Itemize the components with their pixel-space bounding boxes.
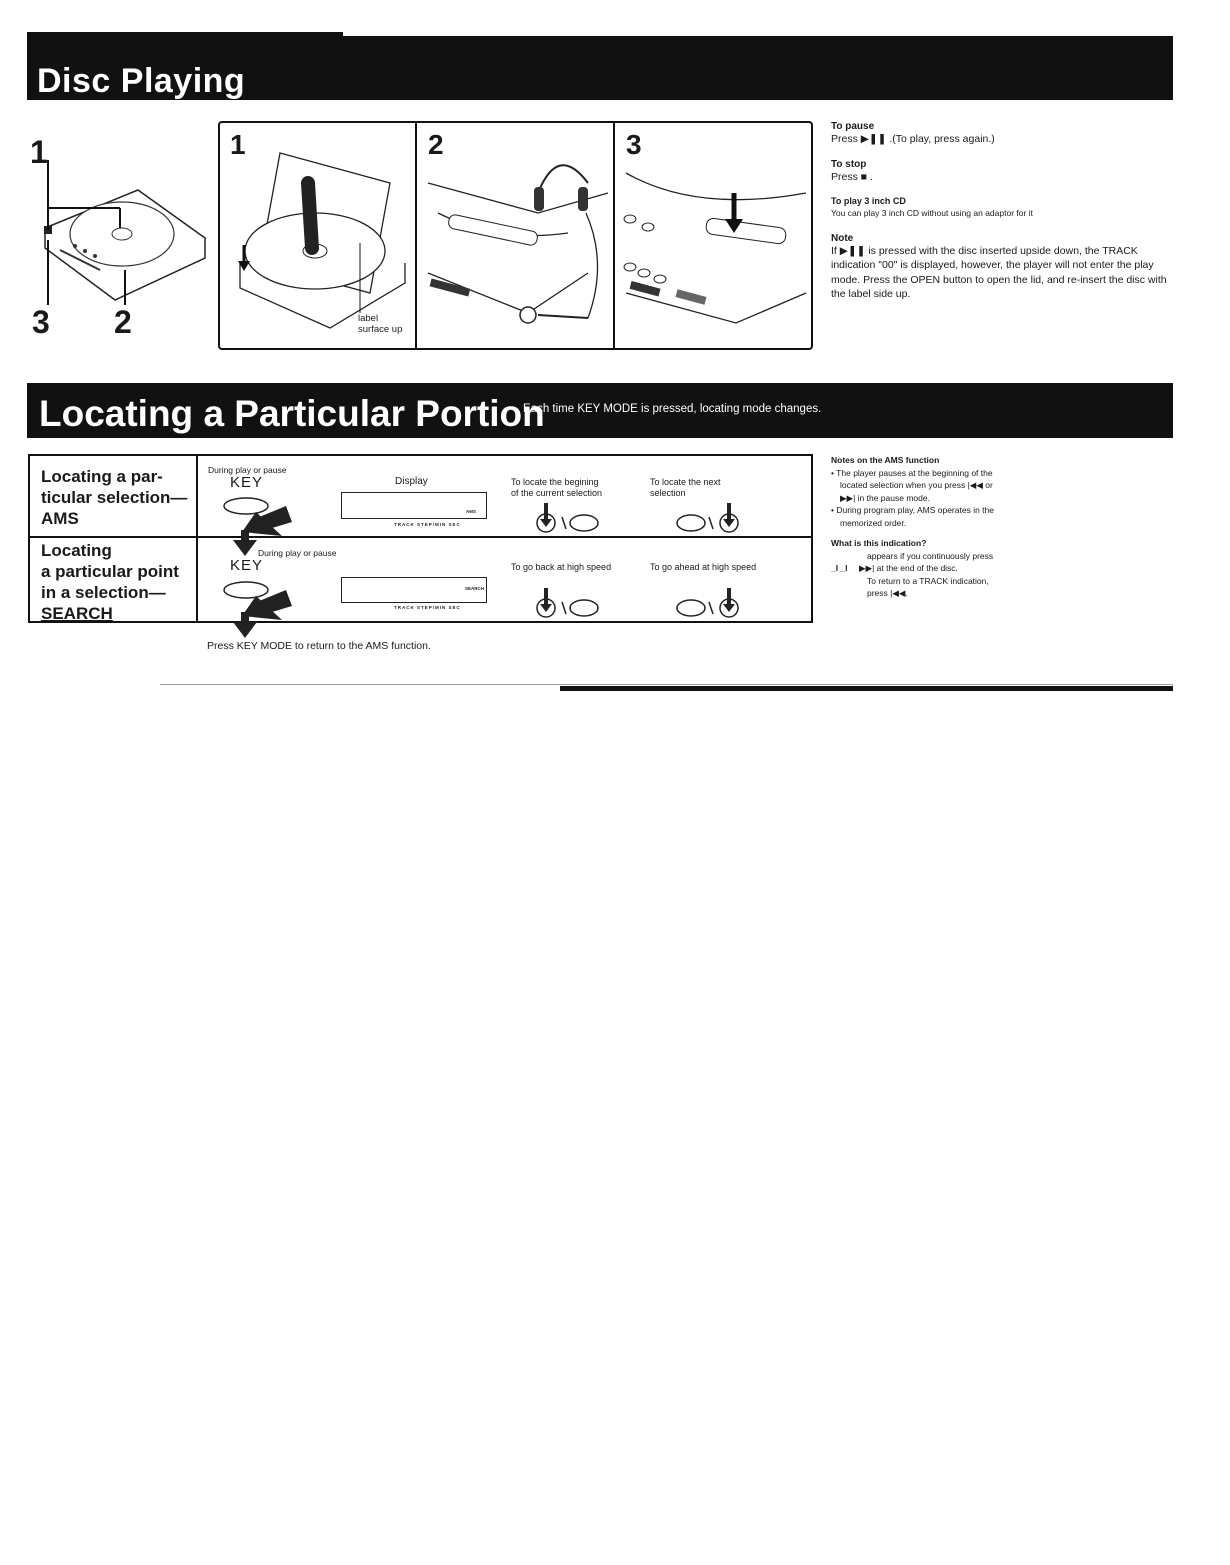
prev-button-press-icon xyxy=(534,501,604,536)
ams-prev-line: of the current selection xyxy=(511,488,603,498)
bottom-rule-thick xyxy=(560,686,1173,691)
ams-note-line: • During program play, AMS operates in the xyxy=(831,505,994,515)
note-3inch-text: You can play 3 inch CD without using an adaptor for it xyxy=(831,208,1033,218)
ams-label-line: Locating a par- xyxy=(41,467,163,486)
step-panel-1 xyxy=(220,123,414,348)
note-stop-title: To stop xyxy=(831,158,867,170)
display-ams xyxy=(341,492,487,519)
display-sublabels: TRACK STEP/MIN SEC xyxy=(394,522,461,527)
ams-notes-title: Notes on the AMS function xyxy=(831,455,940,465)
overview-label-1: 1 xyxy=(30,134,48,170)
panel-divider xyxy=(613,121,615,350)
search-label-line: in a selection— xyxy=(41,583,166,602)
note-3inch-title: To play 3 inch CD xyxy=(831,196,906,206)
indication-title: What is this indication? xyxy=(831,538,927,548)
section-title-disc-playing: Disc Playing xyxy=(37,62,246,100)
search-row-label xyxy=(41,540,179,624)
step-number: 2 xyxy=(428,129,444,160)
down-arrow-icon xyxy=(231,612,261,642)
step-number: 3 xyxy=(626,129,642,160)
panel-divider xyxy=(415,121,417,350)
ams-note-line: ▶▶| in the pause mode. xyxy=(840,492,930,503)
display-search xyxy=(341,577,487,603)
down-arrow-icon xyxy=(231,530,261,560)
display-caption: Display xyxy=(395,476,428,487)
display-ams-text: AMS xyxy=(466,509,476,514)
section-subtitle-locating: Each time KEY MODE is pressed, locating mode changes. xyxy=(523,403,822,415)
note-text: If ▶❚❚ is pressed with the disc inserted upside down, the TRACK indication "00" is displayed, however, the player will not enter the play mode. Press the OPEN button to open the lid, and re-insert the disc with the label side up. xyxy=(831,244,1167,300)
return-instruction: Press KEY MODE to return to the AMS function. xyxy=(207,640,431,652)
ams-note-line: • The player pauses at the beginning of the xyxy=(831,467,993,478)
search-label-line: Locating xyxy=(41,541,112,560)
overview-label-2: 2 xyxy=(114,304,132,340)
insert-disc-drawing xyxy=(220,123,414,348)
note-stop-text: Press ■ . xyxy=(831,170,873,183)
ams-next-line: To locate the next xyxy=(650,477,721,487)
ams-note-line: memorized order. xyxy=(840,517,907,528)
during-play-label-2: During play or pause xyxy=(258,548,337,558)
header-rule xyxy=(27,32,343,36)
label-surface-up-line1: label xyxy=(358,313,379,324)
rewind-button-press-icon xyxy=(534,586,604,621)
search-label-line: a particular point xyxy=(41,562,179,581)
disc-playing-header xyxy=(27,36,1173,100)
next-button-press-icon xyxy=(675,501,745,536)
key-label-2: KEY xyxy=(230,557,264,574)
table-row-divider xyxy=(28,536,813,538)
display-search-text: SEARCH xyxy=(464,586,484,591)
search-label-line: SEARCH xyxy=(41,604,113,623)
search-ahead-caption: To go ahead at high speed xyxy=(650,562,757,572)
indication-symbol: _l _l xyxy=(831,563,848,573)
display-sublabels-2: TRACK STEP/MIN SEC xyxy=(394,605,461,610)
during-play-label: During play or pause xyxy=(208,465,287,475)
indication-line: To return to a TRACK indication, xyxy=(867,575,989,586)
press-play-drawing xyxy=(616,123,811,348)
ams-label-line: AMS xyxy=(41,509,79,528)
step-panel-2 xyxy=(418,123,612,348)
indication-line: ▶▶| at the end of the disc. xyxy=(859,563,958,573)
overview-label-3: 3 xyxy=(32,304,50,340)
note-pause-title: To pause xyxy=(831,121,875,132)
fast-forward-button-press-icon xyxy=(675,586,745,621)
note-title: Note xyxy=(831,232,854,244)
ams-next-caption xyxy=(650,477,721,499)
indication-line: press |◀◀. xyxy=(867,588,908,598)
player-overview-illustration xyxy=(20,120,210,350)
step-panel-3 xyxy=(616,123,811,348)
search-back-caption: To go back at high speed xyxy=(511,562,612,572)
ams-next-line: selection xyxy=(650,488,686,498)
label-surface-up-line2: surface up xyxy=(358,324,403,335)
ams-row-label xyxy=(41,466,187,529)
bottom-rule-thin xyxy=(160,684,1173,685)
locating-header xyxy=(27,383,1173,438)
indication-line: appears if you continuously press xyxy=(867,550,994,561)
ams-note-line: located selection when you press |◀◀ or xyxy=(840,480,993,490)
ams-prev-caption xyxy=(511,477,602,499)
ams-label-line: ticular selection— xyxy=(41,488,188,507)
ams-notes xyxy=(831,454,1071,600)
table-divider xyxy=(196,454,198,623)
playing-notes xyxy=(831,121,1171,302)
step-number: 1 xyxy=(230,129,246,160)
section-title-locating: Locating a Particular Portion xyxy=(39,393,545,434)
headphones-drawing xyxy=(418,123,612,348)
ams-prev-line: To locate the begining xyxy=(511,477,599,487)
key-label: KEY xyxy=(230,474,264,491)
note-pause-text: Press ▶❚❚ .(To play, press again.) xyxy=(831,133,995,145)
